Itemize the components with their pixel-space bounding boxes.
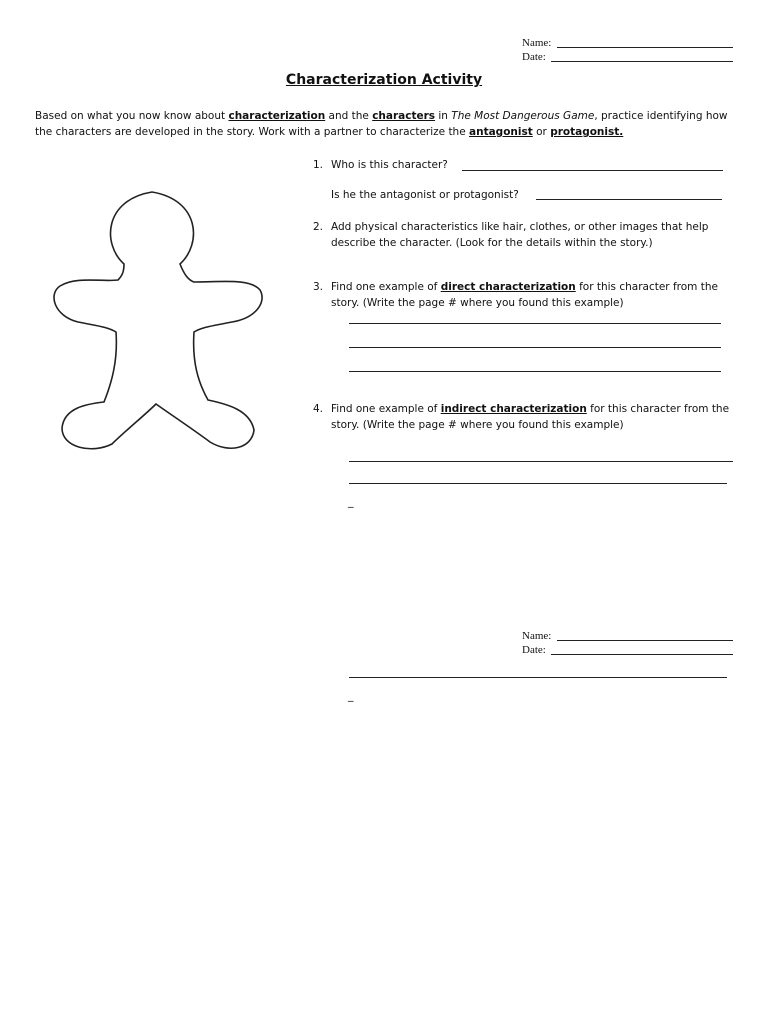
intro-paragraph (35, 108, 735, 140)
page-title: Characterization Activity (285, 72, 483, 88)
name-field-line[interactable] (557, 47, 733, 48)
question-2-text: Add physical characteristics like hair, clothes, or other images that help describe the character. (Look for the details within the story.) (331, 221, 709, 249)
intro-text: in (435, 110, 452, 122)
intro-text: Based on what you now know about (35, 110, 229, 122)
intro-text: and the (325, 110, 373, 122)
stray-dash: _ (348, 689, 354, 702)
answer-line[interactable] (462, 170, 723, 171)
keyword-indirect-characterization: indirect characterization (440, 403, 587, 415)
answer-line[interactable] (349, 347, 721, 348)
question-1-number: 1. (313, 159, 324, 171)
question-3-number: 3. (313, 281, 324, 293)
question-3-text: Find one example of (331, 281, 441, 293)
question-3 (313, 279, 743, 313)
answer-line[interactable] (349, 323, 721, 324)
figure-outline (54, 192, 262, 449)
gingerbread-figure[interactable] (52, 182, 274, 464)
question-3-text: for this character from the story. (Write the page # where you found this example) (331, 281, 718, 309)
name-label: Name: (522, 630, 552, 642)
keyword-characterization: characterization (228, 110, 326, 122)
name-field-line[interactable] (557, 640, 733, 641)
date-label: Date: (522, 51, 546, 63)
keyword-characters: characters (372, 110, 436, 122)
keyword-antagonist: antagonist (469, 126, 533, 138)
answer-line[interactable] (349, 677, 727, 678)
question-1-sub (331, 187, 731, 203)
date-field-line[interactable] (551, 654, 733, 655)
answer-line[interactable] (349, 483, 727, 484)
question-2-number: 2. (313, 221, 324, 233)
question-4-text: Find one example of (331, 403, 441, 415)
intro-text: or (532, 126, 551, 138)
keyword-protagonist: protagonist. (550, 126, 624, 138)
keyword-direct-characterization: direct characterization (440, 281, 576, 293)
question-1-sub-text: Is he the antagonist or protagonist? (331, 189, 519, 201)
answer-line[interactable] (349, 371, 721, 372)
stray-dash: _ (348, 495, 354, 508)
answer-line[interactable] (349, 461, 733, 462)
answer-line[interactable] (536, 199, 722, 200)
story-title: The Most Dangerous Game (451, 110, 595, 122)
question-4-text: for this character from the story. (Write the page # where you found this example) (331, 403, 730, 431)
date-field-line[interactable] (551, 61, 733, 62)
question-2 (313, 219, 733, 253)
question-4 (313, 401, 743, 435)
date-label: Date: (522, 644, 546, 656)
question-4-number: 4. (313, 403, 324, 415)
name-label: Name: (522, 37, 552, 49)
intro-text: , practice identifying how the characters are developed in the story. Work with a partner to characterize the (35, 110, 728, 138)
question-1-text: Who is this character? (331, 159, 448, 171)
